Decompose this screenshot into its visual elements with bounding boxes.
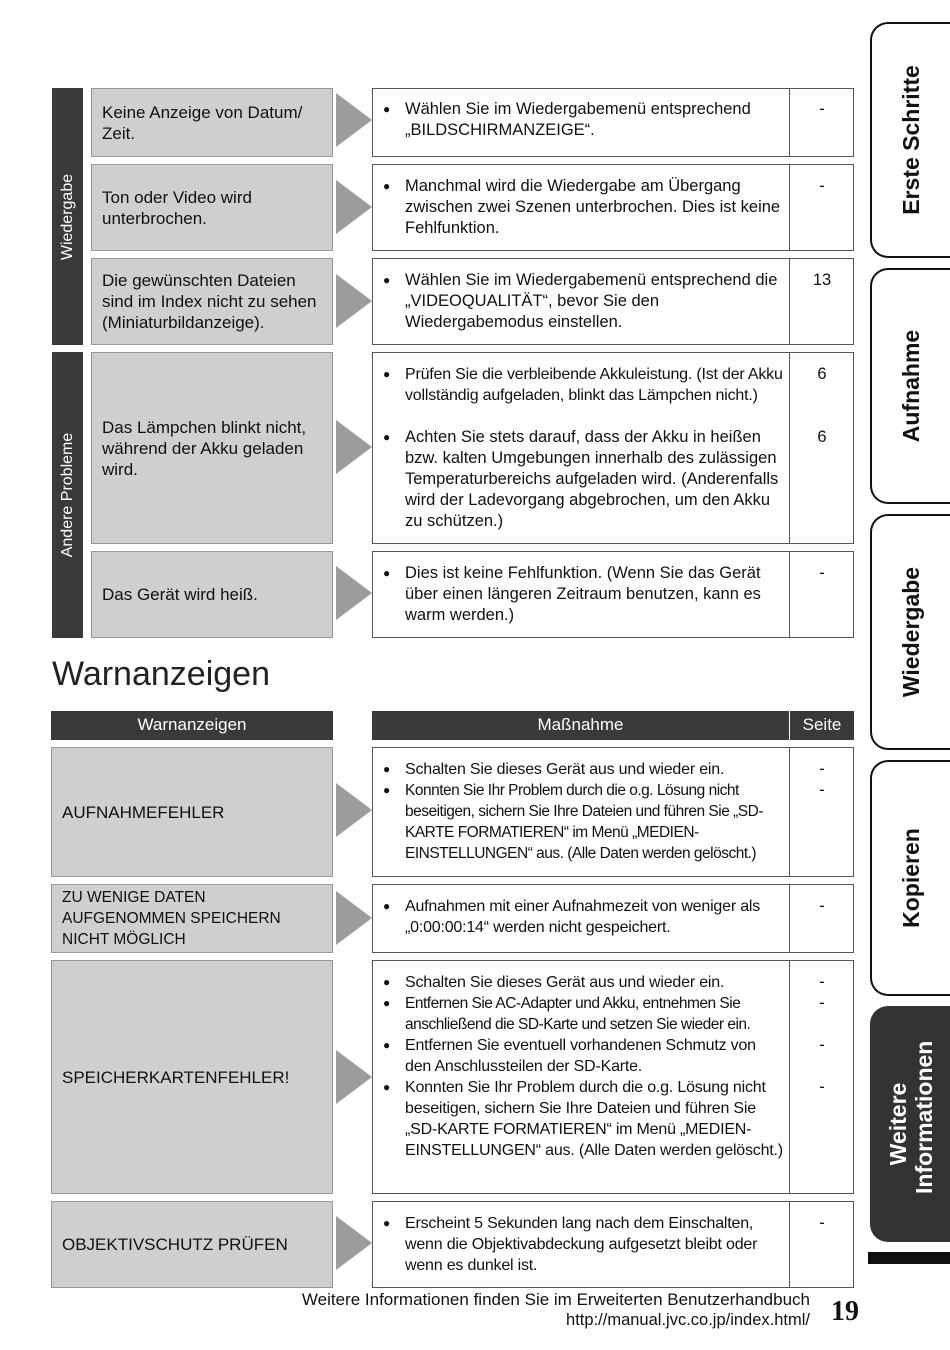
action-item: ● Achten Sie stets darauf, dass der Akku in heißen bzw. kalten Umgebungen innerhalb des zulässigen Temperaturbereichs aufgeladen wird. (Anderenfalls wird der Ladevorgang abgebrochen, um den Akku zu schützen.) (383, 428, 779, 530)
arrow-right-icon (336, 1216, 372, 1270)
problem-cell (91, 164, 333, 251)
arrow-right-icon (336, 420, 372, 474)
action-item: ● Entfernen Sie AC-Adapter und Akku, entnehmen Sie anschließend die SD-Karte und setzen Sie wieder ein. (383, 995, 751, 1033)
warning-text: ZU WENIGE DATEN AUFGENOMMEN SPEICHERN NICHT MÖGLICH (62, 889, 281, 948)
page-ref: - (819, 781, 825, 799)
solution-cell (372, 352, 854, 544)
action-item: ● Schalten Sie dieses Gerät aus und wieder ein. (383, 761, 725, 778)
bullet-icon: ● (383, 102, 391, 116)
bullet-icon: ● (383, 762, 391, 776)
tab-label: Aufnahme (898, 329, 924, 443)
solution-cell (372, 88, 854, 157)
problem-cell (91, 258, 333, 345)
solution-cell (372, 258, 854, 345)
solution-cell (372, 884, 854, 953)
page-number: 19 (831, 1296, 859, 1327)
category-other-problems (52, 352, 83, 638)
problem-cell (91, 352, 333, 544)
problem-text: Das Gerät wird heiß. (102, 585, 258, 604)
action-item: ● Manchmal wird die Wiedergabe am Übergang zwischen zwei Szenen unterbrochen. Dies ist keine Fehlfunktion. (383, 177, 781, 237)
tab-kopieren[interactable] (870, 760, 950, 996)
tab-erste-schritte[interactable] (870, 22, 950, 258)
bullet-icon: ● (383, 1038, 391, 1052)
action-item: ● Schalten Sie dieses Gerät aus und wieder ein. (383, 974, 725, 991)
solution-cell (372, 551, 854, 638)
problem-text: Keine Anzeige von Datum/ Zeit. (102, 102, 303, 143)
page-ref: - (819, 1214, 825, 1232)
header-action: Maßnahme (372, 711, 789, 740)
footer-text: Weitere Informationen finden Sie im Erweiterten Benutzerhandbuch (301, 1290, 810, 1309)
page-ref: - (819, 564, 825, 582)
bullet-icon: ● (383, 367, 391, 381)
arrow-right-icon (336, 783, 372, 837)
action-item: ● Entfernen Sie eventuell vorhandenen Schmutz von den Anschlussteilen der SD-Karte. (383, 1037, 756, 1075)
action-item: ● Wählen Sie im Wiedergabemenü entsprechend die „VIDEOQUALITÄT“, bevor Sie den Wiedergabemodus einstellen. (383, 271, 778, 331)
page-ref: 13 (812, 271, 832, 289)
page-ref: - (819, 1078, 825, 1096)
category-label: Andere Probleme (58, 432, 76, 558)
page-ref: - (819, 973, 825, 991)
tab-weitere-informationen[interactable] (870, 1006, 950, 1242)
bullet-icon: ● (383, 566, 391, 580)
problem-text: Ton oder Video wird unterbrochen. (102, 187, 252, 228)
page-ref: - (819, 100, 825, 118)
bullet-icon: ● (383, 179, 391, 193)
tab-label: Weitere Informationen (885, 1040, 937, 1194)
bullet-icon: ● (383, 975, 391, 989)
warning-cell (51, 1201, 333, 1288)
arrow-right-icon (336, 274, 372, 328)
warning-text: OBJEKTIVSCHUTZ PRÜFEN (62, 1235, 288, 1254)
action-item: ● Konnten Sie Ihr Problem durch die o.g. Lösung nicht beseitigen, sichern Sie Ihre Dateien und führen Sie „SD-KARTE FORMATIEREN“ im Menü „MEDIEN-EINSTELLUNGEN“ aus. (Alle Daten werden gelöscht.) (383, 782, 763, 862)
bullet-icon: ● (383, 899, 391, 913)
arrow-right-icon (336, 180, 372, 234)
page-ref: 6 (817, 365, 827, 383)
action-item: ● Wählen Sie im Wiedergabemenü entsprechend „BILDSCHIRMANZEIGE“. (383, 100, 751, 139)
action-item: ● Dies ist keine Fehlfunktion. (Wenn Sie das Gerät über einen längeren Zeitraum benutzen, kann es warm werden.) (383, 564, 761, 624)
warning-cell (51, 884, 333, 953)
tab-wiedergabe[interactable] (870, 514, 950, 750)
bullet-icon: ● (383, 430, 391, 444)
warning-text: AUFNAHMEFEHLER (62, 802, 225, 822)
tab-label: Erste Schritte (898, 65, 924, 215)
bullet-icon: ● (383, 783, 390, 797)
solution-cell (372, 747, 854, 877)
action-item: ● Aufnahmen mit einer Aufnahmezeit von weniger als „0:00:00:14“ werden nicht gespeichert. (383, 898, 761, 936)
solution-cell (372, 164, 854, 251)
tab-label: Wiedergabe (898, 566, 924, 698)
tab-label: Kopieren (898, 828, 924, 928)
action-item: ● Konnten Sie Ihr Problem durch die o.g. Lösung nicht beseitigen, sichern Sie Ihre Dateien und führen Sie „SD-KARTE FORMATIEREN“ im Menü „MEDIEN-EINSTELLUNGEN“ aus. (Alle Daten werden gelöscht.) (383, 1079, 783, 1159)
page-ref: - (819, 994, 825, 1012)
bullet-icon: ● (383, 1216, 391, 1230)
category-label: Wiedergabe (58, 173, 76, 260)
action-item: ● Erscheint 5 Sekunden lang nach dem Einschalten, wenn die Objektivabdeckung aufgesetzt bleibt oder wenn es dunkel ist. (383, 1215, 758, 1274)
section-title: Warnanzeigen (52, 655, 270, 693)
bullet-icon: ● (383, 273, 391, 287)
page-ref: - (819, 760, 825, 778)
arrow-right-icon (336, 891, 372, 945)
page-ref: - (819, 1036, 825, 1054)
category-playback (52, 88, 83, 345)
header-page: Seite (790, 711, 854, 740)
arrow-right-icon (336, 93, 372, 147)
problem-text: Das Lämpchen blinkt nicht, während der Akku geladen wird. (102, 417, 307, 479)
warning-cell (51, 747, 333, 877)
action-item: ● Prüfen Sie die verbleibende Akkuleistung. (Ist der Akku vollständig aufgeladen, blinkt das Lämpchen nicht.) (383, 366, 783, 404)
bullet-icon: ● (383, 996, 390, 1010)
solution-cell (372, 1201, 854, 1288)
warning-text: SPEICHERKARTENFEHLER! (62, 1067, 290, 1087)
solution-cell (372, 960, 854, 1194)
tab-aufnahme[interactable] (870, 268, 950, 504)
arrow-right-icon (336, 1050, 372, 1104)
problem-cell (91, 551, 333, 638)
problem-text: Die gewünschten Dateien sind im Index nicht zu sehen (Miniaturbildanzeige). (102, 271, 317, 332)
bullet-icon: ● (383, 1080, 391, 1094)
problem-cell (91, 88, 333, 157)
header-warning: Warnanzeigen (51, 711, 333, 740)
page-ref: 6 (817, 428, 827, 446)
footer-url[interactable]: http://manual.jvc.co.jp/index.html/ (566, 1311, 810, 1329)
page-ref: - (819, 177, 825, 195)
warning-cell (51, 960, 333, 1194)
arrow-right-icon (336, 566, 372, 620)
page-ref: - (819, 897, 825, 915)
tab-bar-marker (868, 1252, 950, 1264)
